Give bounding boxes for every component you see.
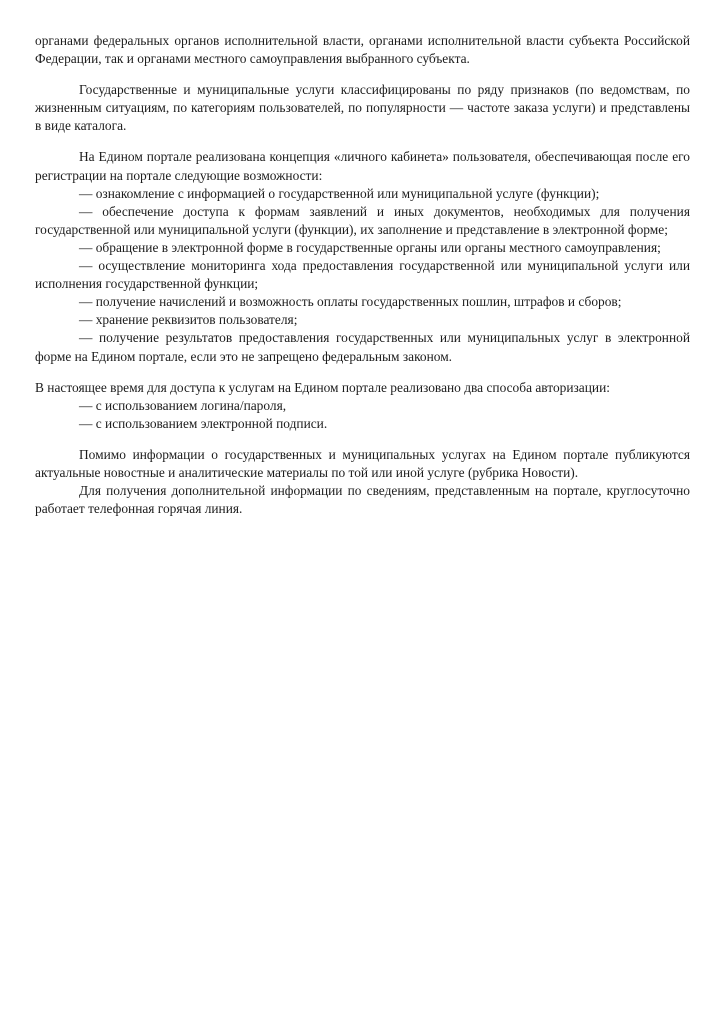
- paragraph-personal-cabinet: На Едином портале реализована концепция «личного кабинета» пользователя, обеспечивающая после его регистрации на портале следующие возможности:: [35, 149, 690, 183]
- list-item: — с использованием логина/пароля,: [79, 397, 287, 413]
- paragraph-spacer: [35, 68, 690, 81]
- paragraph-spacer: [35, 135, 690, 148]
- list-item: — получение результатов предоставления государственных или муниципальных услуг в электронной форме на Едином портале, если это не запрещено федеральным законом.: [35, 330, 690, 364]
- list-item: — хранение реквизитов пользователя;: [79, 312, 298, 328]
- list-item: — обращение в электронной форме в государственные органы или органы местного самоуправления;: [79, 239, 661, 255]
- list-item: — осуществление мониторинга хода предоставления государственной или муниципальной услуги или исполнения государственной функции;: [35, 258, 690, 292]
- document-text-body: [35, 32, 690, 518]
- paragraph-classification: Государственные и муниципальные услуги классифицированы по ряду признаков (по ведомствам, по жизненным ситуациям, по категориям пользователей, по популярности — частоте заказа услуги) и представлены в виде каталога.: [35, 82, 690, 134]
- list-item: — с использованием электронной подписи.: [79, 415, 328, 431]
- paragraph-news: Помимо информации о государственных и муниципальных услугах на Едином портале публикуются актуальные новостные и аналитические материалы по той или иной услуге (рубрика Новости).: [35, 446, 690, 480]
- paragraph-spacer: [35, 366, 690, 379]
- paragraph-authorization-methods: В настоящее время для доступа к услугам на Едином портале реализовано два способа авторизации:: [35, 379, 610, 395]
- paragraph-spacer: [35, 433, 690, 446]
- list-item: — ознакомление с информацией о государственной или муниципальной услуге (функции);: [79, 185, 600, 201]
- list-item: — обеспечение доступа к формам заявлений и иных документов, необходимых для получения государственной или муниципальной услуги (функции), их заполнение и представление в электронной форме;: [35, 203, 690, 237]
- paragraph-hotline: Для получения дополнительной информации по сведениям, представленным на портале, круглосуточно работает телефонная горячая линия.: [35, 483, 690, 517]
- list-item: — получение начислений и возможность оплаты государственных пошлин, штрафов и сборов;: [79, 294, 622, 310]
- paragraph-continuation-1: органами федеральных органов исполнительной власти, органами исполнительной власти субъекта Российской Федерации, так и органами местного самоуправления выбранного субъекта.: [35, 33, 690, 67]
